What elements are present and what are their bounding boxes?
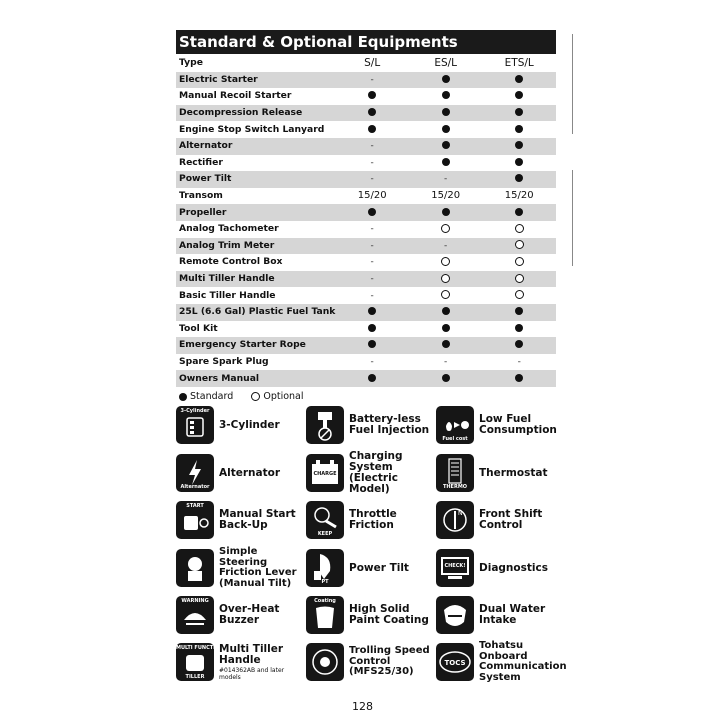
feature-name: Rectifier [179,156,223,168]
table-row [176,138,556,155]
feature-name: Analog Tachometer [179,223,279,235]
feature-item [176,643,306,685]
icon-caption: CHECK! [444,563,466,569]
feature-label-line: Multi Tiller Handle [219,642,284,666]
standard-dot-icon [442,108,450,116]
standard-dot-icon [515,108,523,116]
feature-item [306,549,436,591]
optional-cell [482,221,556,238]
optional-cell [409,287,483,304]
standard-dot-icon [368,324,376,332]
feature-label-line: Back-Up [219,519,268,531]
value-cell: - [409,171,483,188]
legend-standard: Standard [190,390,234,402]
feature-label [219,546,306,589]
value-cell: - [409,238,483,255]
value-cell: - [370,356,374,367]
charge-icon [306,454,344,492]
value-cell: - [517,356,521,367]
standard-dot-icon [368,307,376,315]
value-cell: - [335,238,409,255]
standard-cell [482,204,556,221]
icon-caption: MULTI FUNCTION [176,645,224,651]
value-cell: - [370,290,374,301]
legend-optional: Optional [263,390,304,402]
multi-tiller-icon [176,643,224,681]
value-cell: - [335,138,409,155]
standard-dot-icon [368,374,376,382]
tocs-icon [436,643,474,681]
feature-label-line: Paint Coating [349,614,429,626]
feature-label [349,596,429,634]
feature-item [436,549,566,591]
feature-item [436,454,566,496]
feature-name: Tool Kit [179,322,218,334]
standard-cell [409,155,483,172]
optional-ring-icon [515,290,524,299]
standard-dot-icon [442,125,450,133]
fuel-injection-icon [306,406,344,444]
standard-dot-icon [442,158,450,166]
feature-label-line: Thermostat [479,466,548,479]
table-row [176,321,556,338]
standard-cell [482,121,556,138]
feature-label-line: (Electric Model) [349,472,398,495]
feature-item [176,596,306,638]
feature-name: Propeller [176,204,335,221]
standard-dot-icon [442,91,450,99]
standard-cell [335,121,409,138]
page-number: 128 [352,700,373,713]
value-cell: - [370,224,374,235]
standard-cell [335,105,409,122]
standard-dot-icon [442,141,450,149]
standard-cell [335,370,409,387]
icon-caption: CHARGE [313,471,337,477]
table-row [176,72,556,89]
water-intake-icon [436,596,474,634]
feature-label [479,549,548,587]
standard-cell [409,121,483,138]
standard-dot-icon [515,307,523,315]
standard-dot-icon [442,307,450,315]
feature-label-line: Diagnostics [479,561,548,574]
standard-dot-icon [515,208,523,216]
value-cell: 15/20 [504,190,534,202]
col-header-esl: ES/L [434,57,458,70]
feature-label-line: Tohatsu Onboard [479,640,528,662]
feature-name: 25L (6.6 Gal) Plastic Fuel Tank [176,304,335,321]
feature-item [306,596,436,638]
feature-label [219,454,280,492]
optional-ring-icon [441,224,450,233]
table-row [176,171,556,188]
feature-item [436,640,567,685]
three-cylinder-icon [176,406,214,444]
table-row [176,354,556,371]
feature-label-line: Low Fuel [479,413,532,425]
feature-label-line: System [479,671,521,683]
standard-dot-icon [442,208,450,216]
table-row [176,105,556,122]
standard-dot-icon [368,208,376,216]
feature-label [349,549,409,587]
feature-name: Engine Stop Switch Lanyard [179,123,325,135]
standard-dot-icon [515,340,523,348]
feature-item [176,501,306,543]
feature-label-line: Trolling Speed [349,645,430,657]
optional-ring-icon [251,392,260,401]
standard-dot-icon [515,374,523,382]
value-cell: - [335,72,409,89]
feature-label [479,640,567,683]
standard-cell [482,171,556,188]
feature-label-line: Friction Lever [219,567,297,578]
table-row [176,188,556,205]
feature-label-line: Over-Heat [219,603,280,615]
feature-label [349,450,436,495]
standard-cell [409,304,483,321]
diagnostics-icon [436,549,474,587]
value-cell: - [444,356,448,367]
feature-label-line: Friction [349,519,394,531]
standard-cell [335,204,409,221]
standard-cell [482,88,556,105]
feature-label [349,406,429,444]
optional-ring-icon [441,290,450,299]
table-row [176,155,556,172]
standard-dot-icon [515,174,523,182]
feature-label-line: Throttle [349,508,397,520]
optional-ring-icon [515,257,524,266]
icon-caption: 3-Cylinder [180,408,210,414]
optional-ring-icon [515,224,524,233]
feature-label-line: Control [479,519,523,531]
thermostat-icon [436,454,474,492]
feature-label [479,406,557,444]
optional-cell [482,271,556,288]
feature-name: Electric Starter [176,72,335,89]
standard-cell [409,204,483,221]
value-cell: - [335,271,409,288]
feature-label-line: Dual Water [479,603,546,615]
feature-item [176,406,306,448]
optional-cell [482,238,556,255]
standard-dot-icon [442,374,450,382]
feature-label-line: (MFS25/30) [349,666,414,678]
standard-cell [482,337,556,354]
standard-dot-icon [368,125,376,133]
table-row [176,271,556,288]
table-row [176,88,556,105]
standard-cell [335,304,409,321]
icon-caption: KEEP [317,531,333,537]
optional-ring-icon [441,257,450,266]
icon-caption: WARNING [181,598,209,604]
feature-note: #014362AB and later models [219,666,285,681]
feature-label-line: Consumption [479,424,557,436]
feature-name: Power Tilt [176,171,335,188]
feature-label [479,501,542,539]
standard-cell [482,370,556,387]
standard-cell [409,72,483,89]
feature-label-line: Battery-less [349,413,421,425]
feature-item [306,643,436,685]
standard-cell [409,370,483,387]
value-cell: 15/20 [357,190,387,202]
feature-label-line: Front Shift [479,508,543,520]
optional-ring-icon [515,274,524,283]
feature-name: Basic Tiller Handle [179,289,276,301]
optional-cell [409,221,483,238]
feature-label-line: 3-Cylinder [219,418,280,431]
table-row [176,370,556,387]
feature-item [436,596,566,638]
icon-caption: TOCS [444,659,466,667]
standard-cell [482,304,556,321]
value-cell: - [370,157,374,168]
feature-label [349,501,397,539]
standard-cell [335,337,409,354]
feature-label-line: Charging System [349,450,403,473]
page-title: Standard & Optional Equipments [176,30,556,54]
feature-name: Manual Recoil Starter [179,90,292,102]
table-row [176,221,556,238]
feature-name: Analog Trim Meter [176,238,335,255]
standard-cell [335,88,409,105]
table-row [176,304,556,321]
value-cell: - [370,257,374,268]
feature-label [349,643,430,681]
feature-item [306,501,436,543]
optional-ring-icon [441,274,450,283]
margin-line [572,34,573,134]
feature-item [176,546,306,591]
standard-cell [482,105,556,122]
table-row [176,287,556,304]
table-row [176,121,556,138]
feature-label-line: Simple Steering [219,546,268,568]
feature-label-line: (Manual Tilt) [219,577,292,589]
table-header-row [176,55,556,72]
power-tilt-icon [306,549,344,587]
feature-name: Multi Tiller Handle [176,271,335,288]
standard-cell [482,321,556,338]
table-row [176,238,556,255]
col-header-sl: S/L [364,57,381,70]
feature-label-line: Intake [479,614,517,626]
feature-name: Remote Control Box [179,256,283,268]
icon-caption: START [186,503,204,509]
standard-dot-icon [442,340,450,348]
standard-dot-icon [368,91,376,99]
optional-ring-icon [515,240,524,249]
feature-name: Decompression Release [176,105,335,122]
icon-caption: THERMO [442,484,468,490]
icon-caption: Fuel cost [442,436,468,442]
coating-icon [306,596,344,634]
table-row [176,337,556,354]
standard-dot-icon [515,75,523,83]
feature-label [219,501,296,539]
feature-item [306,406,436,448]
feature-label-line: Power Tilt [349,561,409,574]
feature-label [219,643,306,681]
col-header-etsl: ETS/L [504,57,534,70]
standard-cell [482,138,556,155]
standard-dot-icon [515,324,523,332]
standard-dot-icon [515,91,523,99]
equipment-table [176,55,556,387]
optional-cell [482,254,556,271]
optional-cell [409,254,483,271]
icon-caption: TILLER [185,674,205,680]
standard-cell [409,88,483,105]
standard-cell [482,72,556,89]
standard-cell [409,321,483,338]
feature-label-line: Alternator [219,466,281,479]
trolling-speed-icon [306,643,344,681]
feature-label [479,454,547,492]
standard-cell [409,337,483,354]
feature-label-line: High Solid [349,603,410,615]
legend [176,390,556,404]
feature-name: Transom [179,190,223,202]
standard-cell [335,321,409,338]
standard-dot-icon [442,75,450,83]
alternator-icon [176,454,214,492]
feature-label-line: Communication [479,661,567,672]
feature-label [219,406,280,444]
optional-cell [482,287,556,304]
feature-item [306,450,436,496]
feature-item [436,406,566,448]
table-row [176,204,556,221]
table-row [176,254,556,271]
feature-name: Emergency Starter Rope [176,337,335,354]
icon-caption: Alternator [180,484,210,490]
warning-buzzer-icon [176,596,214,634]
standard-dot-icon [368,108,376,116]
type-header: Type [179,57,203,69]
svg-text:N: N [458,510,463,517]
feature-item [176,454,306,496]
standard-cell [482,155,556,172]
feature-label-line: Control [349,655,391,667]
margin-line [572,170,573,266]
feature-name: Spare Spark Plug [179,355,269,367]
throttle-friction-icon [306,501,344,539]
standard-dot-icon [442,324,450,332]
standard-dot-icon [179,393,187,401]
feature-label-line: Fuel Injection [349,424,430,436]
standard-cell [409,138,483,155]
feature-name: Alternator [176,138,335,155]
fuel-cost-icon [436,406,474,444]
standard-dot-icon [368,340,376,348]
standard-dot-icon [515,125,523,133]
icon-caption: PT [321,579,329,585]
feature-label-line: Manual Start [219,508,296,520]
steering-friction-icon [176,549,214,587]
feature-label [479,596,545,634]
feature-label-line: Buzzer [219,614,260,626]
value-cell: - [335,171,409,188]
manual-start-icon [176,501,214,539]
feature-name: Owners Manual [176,370,335,387]
standard-dot-icon [515,158,523,166]
optional-cell [409,271,483,288]
standard-dot-icon [515,141,523,149]
front-shift-icon [436,501,474,539]
icon-caption: Coating [314,598,336,604]
equipment-page [176,30,556,404]
feature-item [436,501,566,543]
standard-cell [409,105,483,122]
value-cell: 15/20 [431,190,461,202]
feature-label [219,596,279,634]
